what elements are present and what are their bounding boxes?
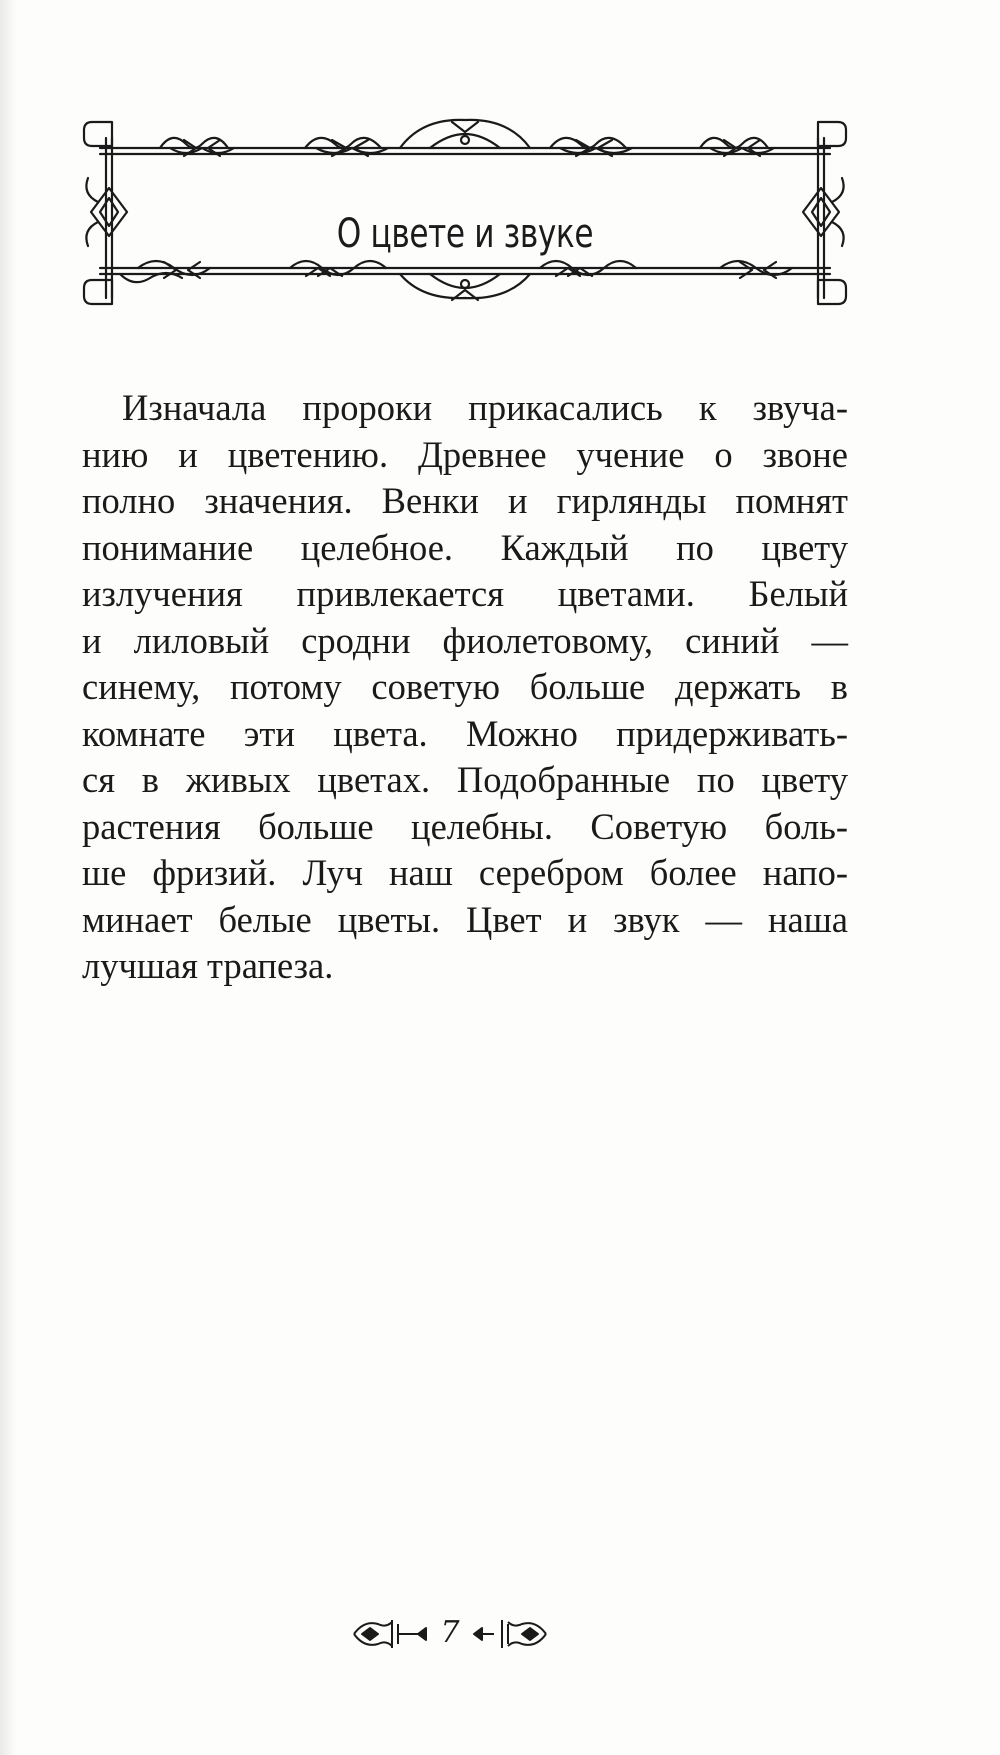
chapter-title: О цвете и звуке bbox=[336, 211, 594, 257]
page-number: 7 bbox=[440, 1615, 460, 1650]
text-line: комнате эти цвета. Можно придерживать- bbox=[82, 712, 848, 754]
body-paragraph bbox=[82, 385, 848, 990]
text-line: полно значения. Венки и гирлянды помнят bbox=[82, 480, 848, 521]
page-footer bbox=[350, 1612, 550, 1656]
text-line: и лиловый сродни фиолетовому, синий — bbox=[82, 619, 848, 661]
text-line: минает белые цветы. Цвет и звук — наша bbox=[82, 898, 848, 940]
fleuron-left-icon bbox=[350, 1612, 430, 1656]
chapter-header-frame bbox=[80, 118, 850, 342]
text-line: лучшая трапеза. bbox=[82, 945, 334, 986]
text-line: понимание целебное. Каждый по цвету bbox=[82, 526, 848, 568]
text-line: ше фризий. Луч наш серебром более напо- bbox=[82, 852, 848, 893]
page-edge-shadow bbox=[0, 0, 16, 1755]
text-line: синему, потому советую больше держать в bbox=[82, 666, 848, 707]
text-line: растения больше целебны. Советую боль- bbox=[82, 805, 848, 847]
text-line: Изначала пророки прикасались к звуча- bbox=[122, 387, 848, 428]
text-line: ся в живых цветах. Подобранные по цвету bbox=[82, 759, 848, 800]
fleuron-right-icon bbox=[470, 1612, 550, 1656]
text-line: нию и цветению. Древнее учение о звоне bbox=[82, 433, 848, 475]
text-line: излучения привлекается цветами. Белый bbox=[82, 573, 848, 614]
